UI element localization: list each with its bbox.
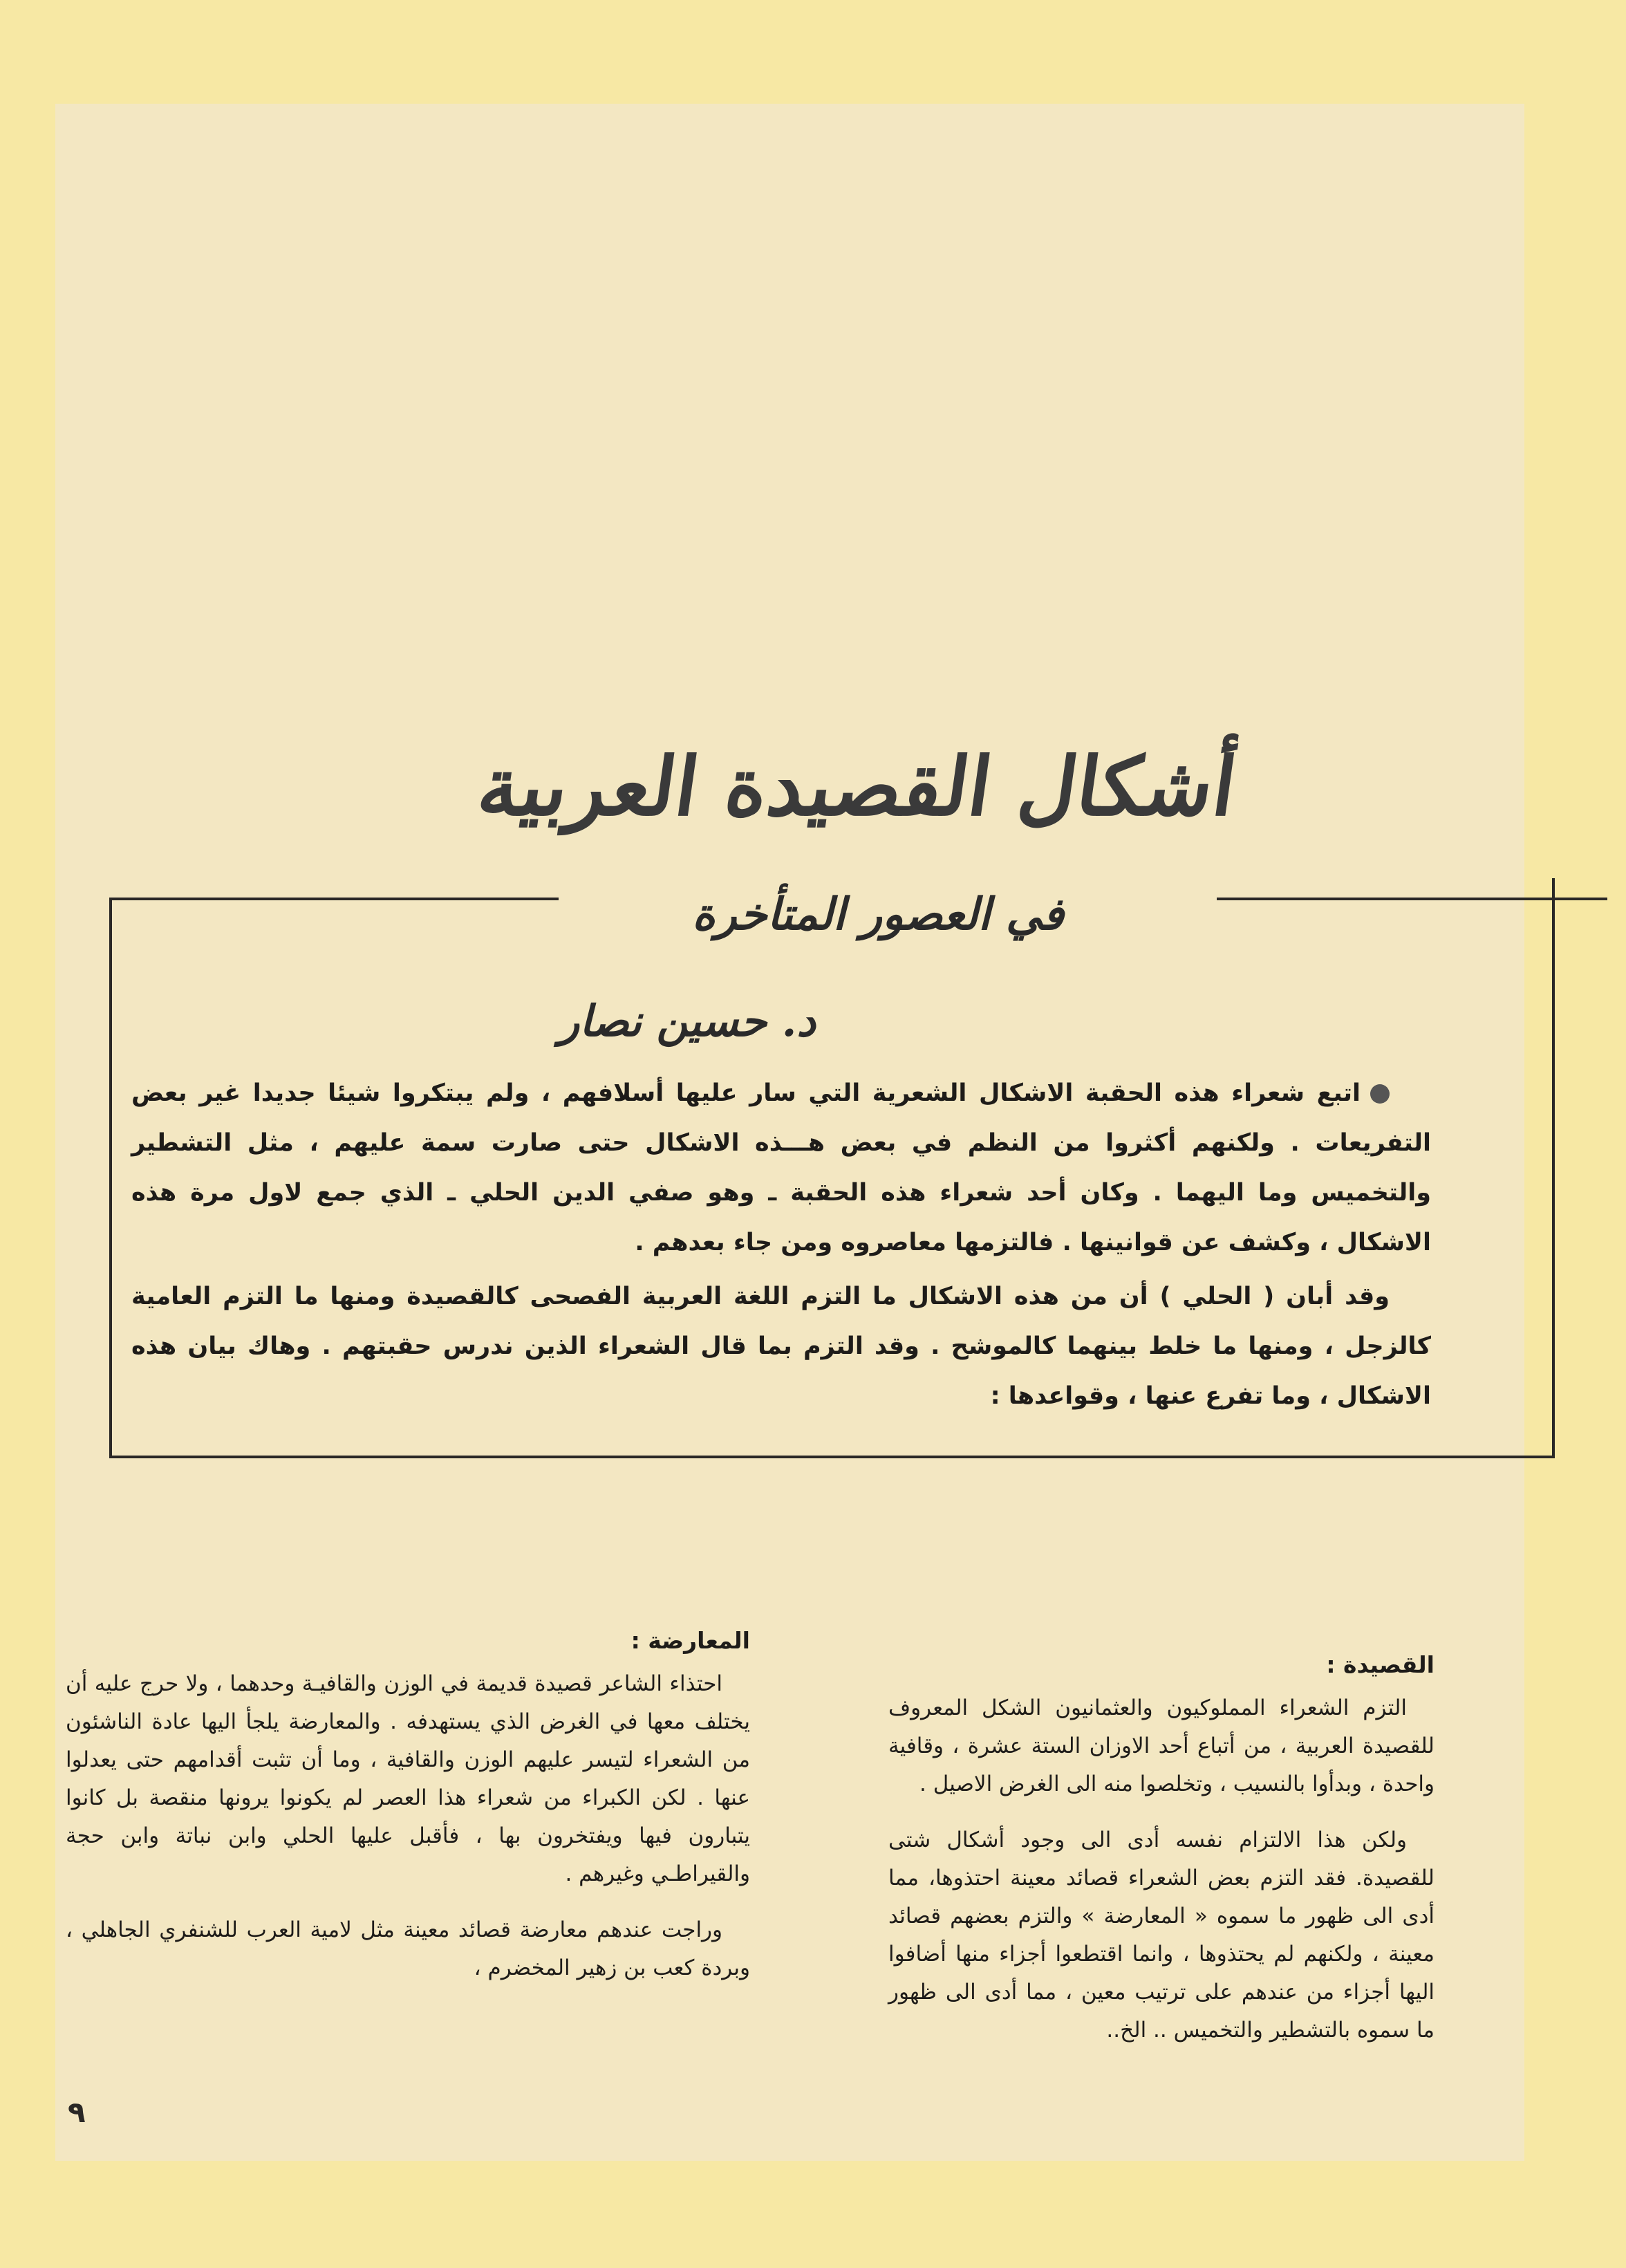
intro-paragraph: اتبع شعراء هذه الحقبة الاشكال الشعرية التي سار عليها أسلافهم ، ولم يبتكروا شيئا جديدا غير بعض التفريعات . ولكنهم أكثروا من النظم في بعض هـــذه الاشكال حتى صارت سمة عليهم ، مثل التشطير والتخميس وما اليهما . وكان أحد شعراء هذه الحقبة ـ وهو صفي الدين الحلي ـ الذي جمع لاول مرة هذه الاشكال ، وكشف عن قوانينها . فالتزمها معاصروه ومن جاء بعدهم .: [131, 1079, 1431, 1256]
page-number: ٩: [68, 2095, 86, 2129]
paragraph: احتذاء الشاعر قصيدة قديمة في الوزن والقافيـة وحدهما ، ولا حرج عليه أن يختلف معها في الغرض الذي يستهدفه . والمعارضة يلجأ اليها عادة الناشئون من الشعراء لتيسر عليهم الوزن والقافية ، وما أن تثبت أقدامهم حتى يعدلوا عنها . لكن الكبراء من شعراء هذا العصر لم يكونوا يرونها منقصة بل كانوا يتبارون فيها ويفتخرون بها ، فأقبل عليها الحلي وابن نباتة وابن حجة والقيراطـي وغيرهم .: [66, 1671, 750, 1886]
column-muarada: [66, 1621, 750, 2005]
section-heading: المعارضة :: [630, 1627, 750, 1654]
section-heading: القصيدة :: [1326, 1651, 1435, 1678]
paragraph: وراجت عندهم معارضة قصائد معينة مثل لامية العرب للشنفري الجاهلي ، وبردة كعب بن زهير المخضرم ،: [66, 1917, 750, 1980]
paragraph: التزم الشعراء المملوكيون والعثمانيون الشكل المعروف للقصيدة العربية ، من أتباع أحد الاوزان الستة عشرة ، وقافية واحدة ، وبدأوا بالنسيب ، وتخلصوا منه الى الغرض الاصيل .: [888, 1695, 1435, 1796]
article-subtitle: في العصور المتأخرة: [692, 889, 1064, 940]
magazine-page: [55, 104, 1524, 2161]
article-author: د. حسين نصار: [559, 996, 816, 1046]
paragraph: ولكن هذا الالتزام نفسه أدى الى وجود أشكال شتى للقصيدة. فقد التزم بعض الشعراء قصائد معينة احتذوها، مما أدى الى ظهور ما سموه « المعارضة » والتزم بعضهم قصائد معينة ، ولكنهم لم يحتذوها ، وانما اقتطعوا أجزاء منها أضافوا اليها أجزاء من عندهم على ترتيب معين ، مما أدى الى ظهور ما سموه بالتشطير والتخميس .. الخ..: [888, 1828, 1435, 2043]
intro-paragraph: وقد أبان ( الحلي ) أن من هذه الاشكال ما التزم اللغة العربية الفصحى كالقصيدة ومنها ما التزم العامية كالزجل ، ومنها ما خلط بينهما كالموشح . وقد التزم بما قال الشعراء الذين ندرس حقبتهم . وهاك بيان هذه الاشكال ، وما تفرع عنها ، وقواعدها :: [131, 1283, 1431, 1410]
intro-text: [131, 1068, 1431, 1425]
article-title: أشكال القصيدة العربية: [472, 740, 1242, 834]
bullet-icon: [1370, 1084, 1390, 1104]
column-qasida: [888, 1646, 1435, 2067]
